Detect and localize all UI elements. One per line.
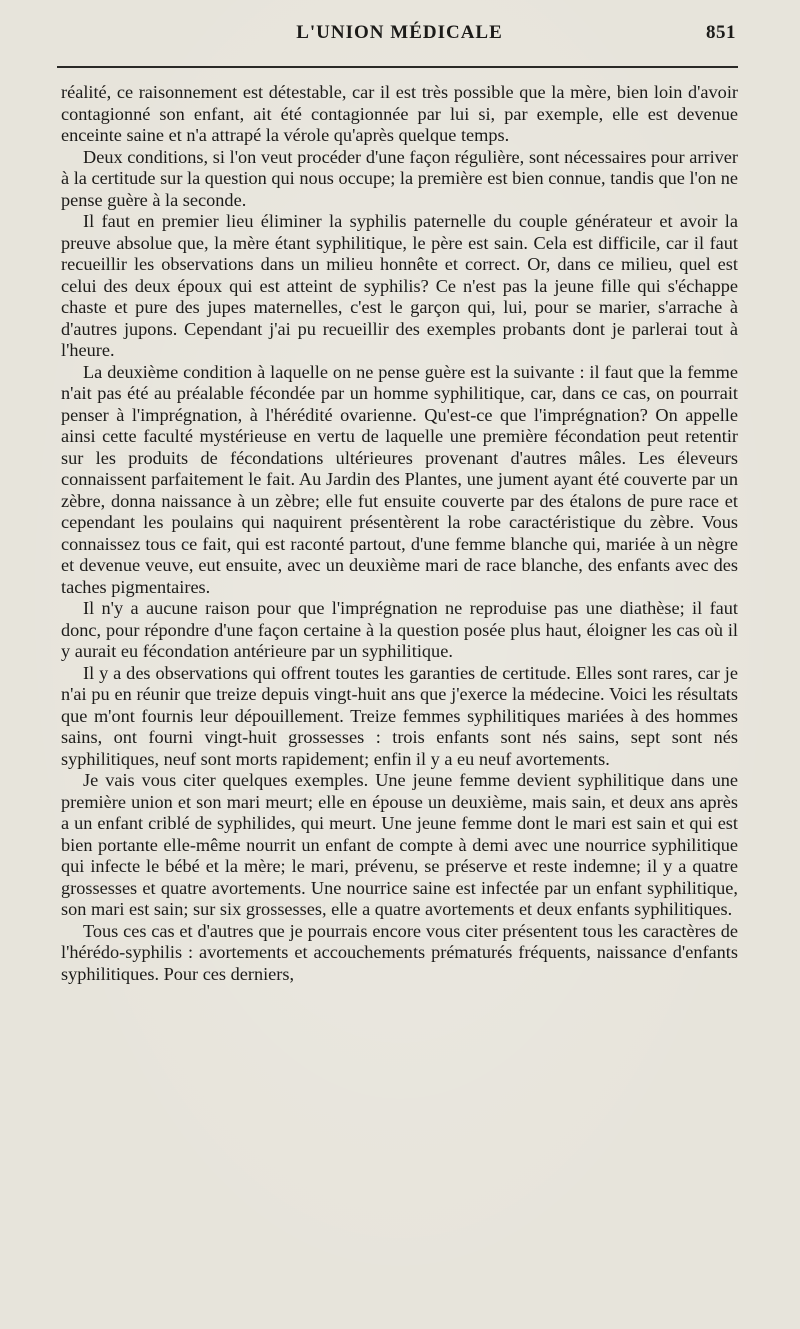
header-rule: [57, 66, 738, 68]
paragraph-7: Je vais vous citer quelques exemples. Une jeune femme devient syphilitique dans une première union et son mari meurt; elle en épouse un deuxième, mais sain, et deux ans après a un enfant criblé de syphilides, qui meurt. Une jeune femme dont le mari est sain et qui est bien portante elle-même nourrit un enfant de compte à demi avec une nourrice syphilitique qui infecte le bébé et la mère; le mari, prévenu, se préserve et reste indemne; il y a quatre grossesses et quatre avortements. Une nourrice saine est infectée par un enfant syphilitique, son mari est sain; sur six grossesses, elle a quatre avortements et deux enfants syphilitiques.: [61, 770, 738, 919]
paragraph-3: Il faut en premier lieu éliminer la syphilis paternelle du couple générateur et avoir la preuve absolue que, la mère étant syphilitique, le père est sain. Cela est difficile, car il faut recueillir les observations dans un milieu honnête et correct. Or, dans ce milieu, quel est celui des deux époux qui est atteint de syphilis? Ce n'est pas la jeune fille qui s'échappe chaste et pure des jupes maternelles, c'est le garçon qui, lui, pour se marier, s'arrache à d'autres jupons. Cependant j'ai pu recueillir des exemples probants dont je parlerai tout à l'heure.: [61, 211, 738, 360]
paragraph-2: Deux conditions, si l'on veut procéder d'une façon régulière, sont nécessaires pour arriver à la certitude sur la question qui nous occupe; la première est bien connue, tandis que l'on ne pense guère à la seconde.: [61, 146, 738, 210]
paragraph-8: Tous ces cas et d'autres que je pourrais encore vous citer présentent tous les caractères de l'hérédo-syphilis : avortements et accouchements prématurés fréquents, naissance d'enfants syphilitiques. Pour ces derniers,: [61, 920, 738, 984]
running-title: L'UNION MÉDICALE: [296, 22, 503, 43]
paragraph-1: réalité, ce raisonnement est détestable, car il est très possible que la mère, bien loin d'avoir contagionné son enfant, ait été contagionnée par lui si, par exemple, elle est devenue enceinte saine et n'a attrapé la vérole qu'après quelque temps.: [61, 82, 738, 145]
running-header: [61, 18, 738, 52]
paragraph-6: Il y a des observations qui offrent toutes les garanties de certitude. Elles sont rares, car je n'ai pu en réunir que treize depuis vingt-huit ans que j'exerce la médecine. Voici les résultats que m'ont fournis leur dépouillement. Treize femmes syphilitiques mariées à des hommes sains, ont fourni vingt-huit grossesses : trois enfants sont nés sains, sept sont nés syphilitiques, neuf sont morts rapidement; enfin il y a eu neuf avortements.: [61, 662, 738, 769]
paragraph-4: La deuxième condition à laquelle on ne pense guère est la suivante : il faut que la femme n'ait pas été au préalable fécondée par un homme syphilitique, car, dans ce cas, on pourrait penser à l'imprégnation, à l'hérédité ovarienne. Qu'est-ce que l'imprégnation? On appelle ainsi cette faculté mystérieuse en vertu de laquelle une première fécondation peut retentir sur les produits de fécondations ultérieures provenant d'autres mâles. Les éleveurs connaissent parfaitement le fait. Au Jardin des Plantes, une jument ayant été couverte par un zèbre, donna naissance à un zèbre; elle fut ensuite couverte par des étalons de pure race et cependant les poulains qui naquirent présentèrent la robe caractéristique du zèbre. Vous connaissez tous ce fait, qui est raconté partout, d'une femme blanche qui, mariée à un nègre et devenue veuve, eut ensuite, avec un deuxième mari de race blanche, des enfants avec des taches pigmentaires.: [61, 361, 738, 597]
body-text: [61, 82, 738, 985]
page-number: 851: [706, 22, 736, 43]
paragraph-5: Il n'y a aucune raison pour que l'imprégnation ne reproduise pas une diathèse; il faut donc, pour répondre d'une façon certaine à la question posée plus haut, éloigner les cas où il y aurait eu fécondation antérieure par un syphilitique.: [61, 598, 738, 661]
